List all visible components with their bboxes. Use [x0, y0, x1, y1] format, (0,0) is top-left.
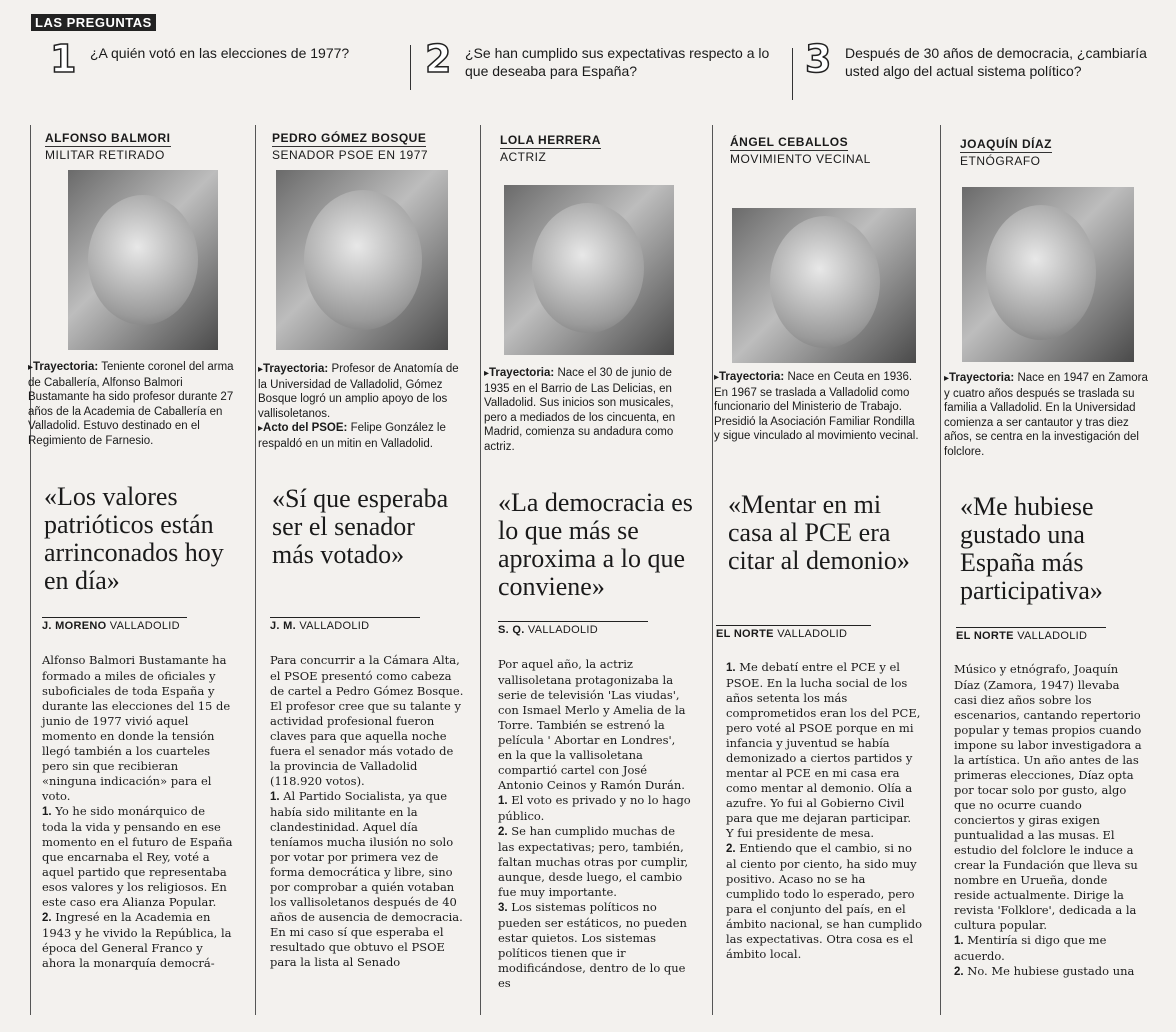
byline-author: J. M.: [270, 620, 296, 632]
bio-label: Trayectoria:: [719, 371, 785, 383]
paragraph: [954, 964, 1144, 980]
portrait-photo: [962, 187, 1134, 362]
profile-role: ACTRIZ: [500, 150, 547, 164]
question-divider: [410, 45, 411, 90]
paragraph: [726, 660, 922, 841]
bio-label: Trayectoria:: [949, 372, 1015, 384]
profile-angel-ceballos: [714, 125, 924, 1025]
question-text: Después de 30 años de democracia, ¿cambiaría usted algo del actual sistema político?: [845, 45, 1147, 79]
byline-place: VALLADOLID: [777, 628, 848, 640]
profile-header: [730, 133, 871, 166]
arrow-right-icon: ▸: [484, 368, 490, 379]
profile-joaquin-diaz: [944, 125, 1154, 1025]
paragraph-text: Me debatí entre el PCE y el PSOE. En la lucha social de los años setenta los más comprometidos eran los del PCE, pero voté al PSOE porque en mi infancia y juventud se había demonizado a ciertos partidos y mentar al PCE en mi casa era como mentar al demonio. Olía a azufre. Yo fui al Gobierno Civil para que me dejaran participar. Y fui presidente de mesa.: [726, 660, 921, 840]
bio: [28, 360, 236, 448]
paragraph-text: Entiendo que el cambio, si no al ciento por ciento, ha sido muy positivo. Acaso no se ha cumplido todo lo esperado, pero para el conjunto del país, en el ámbito nacional, se han cumplido las expectativas. Otra cosa es el ámbito local.: [726, 841, 922, 961]
column-divider: [480, 125, 481, 1015]
profile-role: ETNÓGRAFO: [960, 154, 1041, 168]
profile-alfonso-balmori: [28, 125, 238, 1025]
paragraph: [42, 910, 234, 971]
paragraph-lead: 2.: [726, 843, 736, 855]
bio-label: Trayectoria:: [33, 361, 99, 373]
paragraph-text: Yo he sido monárquico de toda la vida y pensando en ese momento en el futuro de España que encarnaba el Rey, voté a aquel partido que representaba esos valores y los religiosos. En este caso era Alianza Popular.: [42, 804, 233, 909]
portrait-photo: [732, 208, 916, 363]
paragraph-lead: 2.: [42, 912, 52, 924]
paragraph-text: Se han cumplido muchas de las expectativas; pero, también, faltan muchas otras por cumplir, aunque, desde luego, el cambio fue muy importante.: [498, 824, 689, 899]
byline: [270, 617, 420, 632]
profile-role: MILITAR RETIRADO: [45, 148, 165, 162]
column-divider: [712, 125, 713, 1015]
column-divider: [940, 125, 941, 1015]
bio: [944, 371, 1154, 459]
byline: [498, 621, 648, 636]
byline-author: EL NORTE: [716, 628, 774, 640]
paragraph-text: Ingresé en la Academia en 1943 y he vivido la República, la época del General Franco y ahora la monarquía democrá-: [42, 910, 232, 970]
column-divider: [28, 125, 34, 1015]
pull-quote: «Mentar en mi casa al PCE era citar al demonio»: [728, 490, 910, 575]
paragraph-text: Músico y etnógrafo, Joaquín Díaz (Zamora, 1947) llevaba casi diez años sobre los escenarios, cantando repertorio popular y temas propios cuando impone su labor investigadora a la artística. Un año antes de las primeras elecciones, Díaz opta por tocar solo por gusto, algo que no ocurre cuando conciertos y giras exigen puntualidad a las musas. El estudio del folclore le induce a crear la Fundación que lleva su nombre en Urueña, donde reside actualmente. Dirige la revista 'Folklore', dedicada a la cultura popular.: [954, 662, 1142, 932]
bio-text: Nace el 30 de junio de 1935 en el Barrio de Las Delicias, en Valladolid. Sus inicios son musicales, pero a mediados de los cincuenta, en Madrid, comienza su andadura como actriz.: [484, 367, 676, 453]
byline-place: VALLADOLID: [527, 624, 598, 636]
profile-name: ALFONSO BALMORI: [45, 131, 171, 145]
profile-role: SENADOR PSOE EN 1977: [272, 148, 429, 162]
profile-role: MOVIMIENTO VECINAL: [730, 152, 871, 166]
paragraph-lead: 1.: [498, 795, 508, 807]
paragraph-text: No. Me hubiese gustado una: [967, 964, 1135, 978]
byline-author: EL NORTE: [956, 630, 1014, 642]
article-body: [498, 657, 693, 991]
bio-text: Nace en 1947 en Zamora y cuatro años después se traslada su familia a Valladolid. En la Universidad comienza a ser cantautor y tras diez años, se centra en la investigación del folclore.: [944, 372, 1148, 458]
paragraph: [954, 933, 1144, 964]
bio: [484, 366, 694, 454]
article-body: [726, 660, 922, 962]
paragraph: [270, 653, 464, 789]
byline-place: VALLADOLID: [109, 620, 180, 632]
byline-place: VALLADOLID: [299, 620, 370, 632]
bio-label: Acto del PSOE:: [263, 422, 348, 434]
paragraph: [498, 793, 693, 824]
pull-quote: «Sí que esperaba ser el senador más votado»: [272, 484, 449, 569]
portrait-face: [532, 203, 644, 333]
profile-name: ÁNGEL CEBALLOS: [730, 135, 849, 149]
pull-quote: «La democracia es lo que más se aproxima a lo que conviene»: [498, 488, 693, 601]
bio: [714, 370, 922, 444]
question-3: [805, 37, 1165, 102]
profile-name: PEDRO GÓMEZ BOSQUE: [272, 131, 427, 145]
pull-quote: «Me hubiese gustado una España más participativa»: [960, 492, 1103, 605]
paragraph-text: Para concurrir a la Cámara Alta, el PSOE presentó como cabeza de cartel a Pedro Gómez Bosque. El profesor cree que su talante y actividad profesional fueron claves para que aquella noche fuera el senador más votado de la provincia de Valladolid (118.920 votos).: [270, 653, 464, 788]
question-2: [425, 37, 785, 102]
question-divider: [792, 48, 793, 100]
arrow-right-icon: ▸: [714, 372, 720, 383]
paragraph-lead: 1.: [954, 935, 964, 947]
profile-header: [960, 135, 1052, 168]
portrait-photo: [276, 170, 448, 350]
question-number: 2: [425, 37, 452, 81]
paragraph-lead: 1.: [726, 662, 736, 674]
pull-quote: «Los valores patrióticos están arrinconados hoy en día»: [44, 482, 224, 595]
column-divider: [255, 125, 256, 1015]
question-number: 1: [50, 37, 77, 81]
profile-header: [500, 131, 601, 164]
paragraph-text: El voto es privado y no lo hago público.: [498, 793, 691, 823]
portrait-face: [88, 195, 198, 325]
paragraph: [498, 824, 693, 900]
paragraph: [498, 657, 693, 793]
question-number: 3: [805, 37, 832, 81]
paragraph-text: Alfonso Balmori Bustamante ha formado a miles de oficiales y suboficiales de toda España y durante las elecciones del 15 de junio de 1977 vivió aquel momento en donde la tensión llegó también a los cuarteles pero sin que recibieran «ninguna indicación» para el voto.: [42, 653, 231, 803]
byline-author: J. MORENO: [42, 620, 107, 632]
profile-name: LOLA HERRERA: [500, 133, 601, 147]
question-text: ¿A quién votó en las elecciones de 1977?: [90, 45, 350, 61]
profile-pedro-gomez-bosque: [258, 125, 468, 1025]
portrait-face: [304, 190, 422, 330]
arrow-right-icon: ▸: [28, 362, 34, 373]
paragraph-text: Por aquel año, la actriz vallisoletana protagonizaba la serie de televisión 'Las viudas', con Ismael Merlo y Amelia de la Torre. También se estrenó la película ' Abortar en Londres', en la que la vallisoletana compartió cartel con José Antonio Ceinos y Ramón Durán.: [498, 657, 686, 792]
paragraph: [270, 789, 464, 970]
arrow-right-icon: ▸: [258, 364, 264, 375]
article-body: [42, 653, 234, 971]
bio-label: Trayectoria:: [263, 363, 329, 375]
paragraph-text: Al Partido Socialista, ya que había sido militante en la clandestinidad. Aquel día teníamos mucha ilusión no solo por votar por primera vez de forma democrática y libre, sino por comprobar a quién votaban los vallisoletanos después de 40 años de ausencia de democracia. En mi caso sí que esperaba el resultado que obtuvo el PSOE para la lista al Senado: [270, 789, 463, 969]
portrait-photo: [504, 185, 674, 355]
byline-place: VALLADOLID: [1017, 630, 1088, 642]
arrow-right-icon: ▸: [944, 373, 950, 384]
question-text: ¿Se han cumplido sus expectativas respecto a lo que deseaba para España?: [465, 45, 770, 79]
byline: [956, 627, 1106, 642]
article-body: [270, 653, 464, 970]
paragraph-text: Los sistemas políticos no pueden ser estáticos, no pueden estar quietos. Los sistemas políticos tienen que ir modificándose, dentro de lo que es: [498, 900, 687, 990]
paragraph: [42, 804, 234, 910]
profile-name: JOAQUÍN DÍAZ: [960, 137, 1053, 151]
paragraph-lead: 1.: [42, 806, 52, 818]
bio: [258, 362, 466, 451]
question-1: [50, 37, 400, 102]
paragraph: [42, 653, 234, 804]
byline: [716, 625, 871, 640]
section-tag: LAS PREGUNTAS: [31, 14, 156, 31]
portrait-face: [986, 205, 1096, 340]
article-body: [954, 662, 1144, 980]
paragraph: [498, 900, 693, 991]
bio-label: Trayectoria:: [489, 367, 555, 379]
portrait-photo: [68, 170, 218, 350]
byline-author: S. Q.: [498, 624, 525, 636]
paragraph-text: Mentiría si digo que me acuerdo.: [954, 933, 1107, 963]
paragraph-lead: 3.: [498, 902, 508, 914]
profile-header: [272, 129, 428, 162]
arrow-right-icon: ▸: [258, 423, 264, 434]
paragraph-lead: 2.: [498, 826, 508, 838]
profile-header: [45, 129, 171, 162]
bio-text: Nace en Ceuta en 1936. En 1967 se traslada a Valladolid como funcionario del Ministerio de Trabajo. Presidió la Asociación Familiar Rondilla y sigue vinculado al movimiento vecinal.: [714, 371, 919, 442]
bio-text: Profesor de Anatomía de la Universidad de Valladolid, Gómez Bosque logró un amplio apoyo de los vallisoletanos.: [258, 363, 459, 420]
profile-lola-herrera: [484, 125, 694, 1025]
paragraph-lead: 1.: [270, 791, 280, 803]
paragraph: [726, 841, 922, 962]
bio-text: Felipe González le respaldó en un mitin en Valladolid.: [258, 422, 446, 450]
portrait-face: [770, 216, 880, 348]
bio-text: Teniente coronel del arma de Caballería, Alfonso Balmori Bustamante ha sido profesor durante 27 años de la Academia de Caballería en Valladolid. Estuvo destinado en el Regimiento de Farnesio.: [28, 361, 234, 447]
paragraph-lead: 2.: [954, 966, 964, 978]
paragraph: [954, 662, 1144, 933]
byline: [42, 617, 187, 632]
